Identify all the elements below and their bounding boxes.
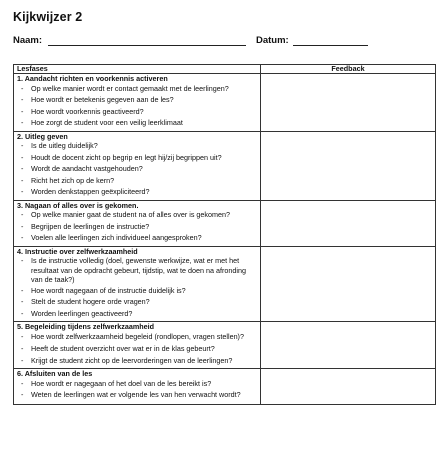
table-header-row	[14, 65, 436, 74]
list-item: - Krijgt de student zicht op de leervorderingen van de leerlingen?	[17, 356, 257, 368]
section-1	[14, 74, 261, 132]
list-item: - Richt het zich op de kern?	[17, 176, 257, 188]
list-item: - Op welke manier gaat de student na of alles over is gekomen?	[17, 210, 257, 222]
list-item: - Wordt de aandacht vastgehouden?	[17, 164, 257, 176]
section-4	[14, 246, 261, 322]
list-item: - Worden leerlingen geactiveerd?	[17, 309, 257, 321]
observation-table	[13, 64, 436, 405]
section-6	[14, 369, 261, 405]
section-3	[14, 200, 261, 246]
feedback-cell[interactable]	[261, 131, 436, 200]
column-header-feedback: Feedback	[261, 65, 436, 74]
section-5	[14, 322, 261, 369]
list-item: - Weten de leerlingen wat er volgende les van hen verwacht wordt?	[17, 390, 257, 403]
list-item: - Begrijpen de leerlingen de instructie?	[17, 222, 257, 234]
table-row	[14, 322, 436, 369]
section-2	[14, 131, 261, 200]
feedback-cell[interactable]	[261, 74, 436, 132]
header-fields	[13, 35, 433, 49]
name-field[interactable]	[48, 45, 246, 46]
feedback-cell[interactable]	[261, 322, 436, 369]
feedback-cell[interactable]	[261, 369, 436, 405]
list-item: - Houdt de docent zicht op begrip en legt hij/zij begrippen uit?	[17, 153, 257, 165]
section-title: 4. Instructie over zelfwerkzaamheid	[17, 246, 138, 256]
section-title: 6. Afsluiten van de les	[17, 369, 93, 379]
section-title: 3. Nagaan of alles over is gekomen.	[17, 200, 139, 210]
list-item: - Hoe zorgt de student voor een veilig leerklimaat	[17, 118, 257, 130]
list-item: - Op welke manier wordt er contact gemaakt met de leerlingen?	[17, 84, 257, 96]
list-item: - Hoe wordt zelfwerkzaamheid begeleid (rondlopen, vragen stellen)?	[17, 332, 257, 345]
section-title: 5. Begeleiding tijdens zelfwerkzaamheid	[17, 322, 155, 332]
table-row	[14, 369, 436, 405]
table-row	[14, 200, 436, 246]
list-item: - Hoe wordt nagegaan of de instructie duidelijk is?	[17, 286, 257, 298]
column-header-lesfases: Lesfases	[14, 65, 261, 74]
date-field[interactable]	[293, 45, 368, 46]
feedback-cell[interactable]	[261, 200, 436, 246]
list-item: - Heeft de student overzicht over wat er in de klas gebeurt?	[17, 344, 257, 356]
page-title: Kijkwijzer 2	[13, 10, 83, 24]
date-label: Datum:	[256, 35, 289, 46]
list-item: - Hoe wordt voorkennis geactiveerd?	[17, 107, 257, 119]
table-row	[14, 74, 436, 132]
list-item: - Is de instructie volledig (doel, gewenste werkwijze, wat er met het resultaat van de opdracht gebeurt, tijdstip, wat te doen na afronding van de taak?)	[17, 256, 257, 286]
list-item: - Worden denkstappen geëxpliciteerd?	[17, 187, 257, 199]
list-item: - Stelt de student hogere orde vragen?	[17, 297, 257, 309]
section-title: 2. Uitleg geven	[17, 131, 68, 141]
list-item: - Is de uitleg duidelijk?	[17, 141, 257, 153]
feedback-cell[interactable]	[261, 246, 436, 322]
section-title: 1. Aandacht richten en voorkennis activeren	[17, 74, 168, 83]
table-row	[14, 131, 436, 200]
name-label: Naam:	[13, 35, 43, 46]
list-item: - Hoe wordt er nagegaan of het doel van de les bereikt is?	[17, 379, 257, 391]
list-item: - Hoe wordt er betekenis gegeven aan de les?	[17, 95, 257, 107]
list-item: - Voelen alle leerlingen zich individueel aangesproken?	[17, 233, 257, 245]
table-row	[14, 246, 436, 322]
